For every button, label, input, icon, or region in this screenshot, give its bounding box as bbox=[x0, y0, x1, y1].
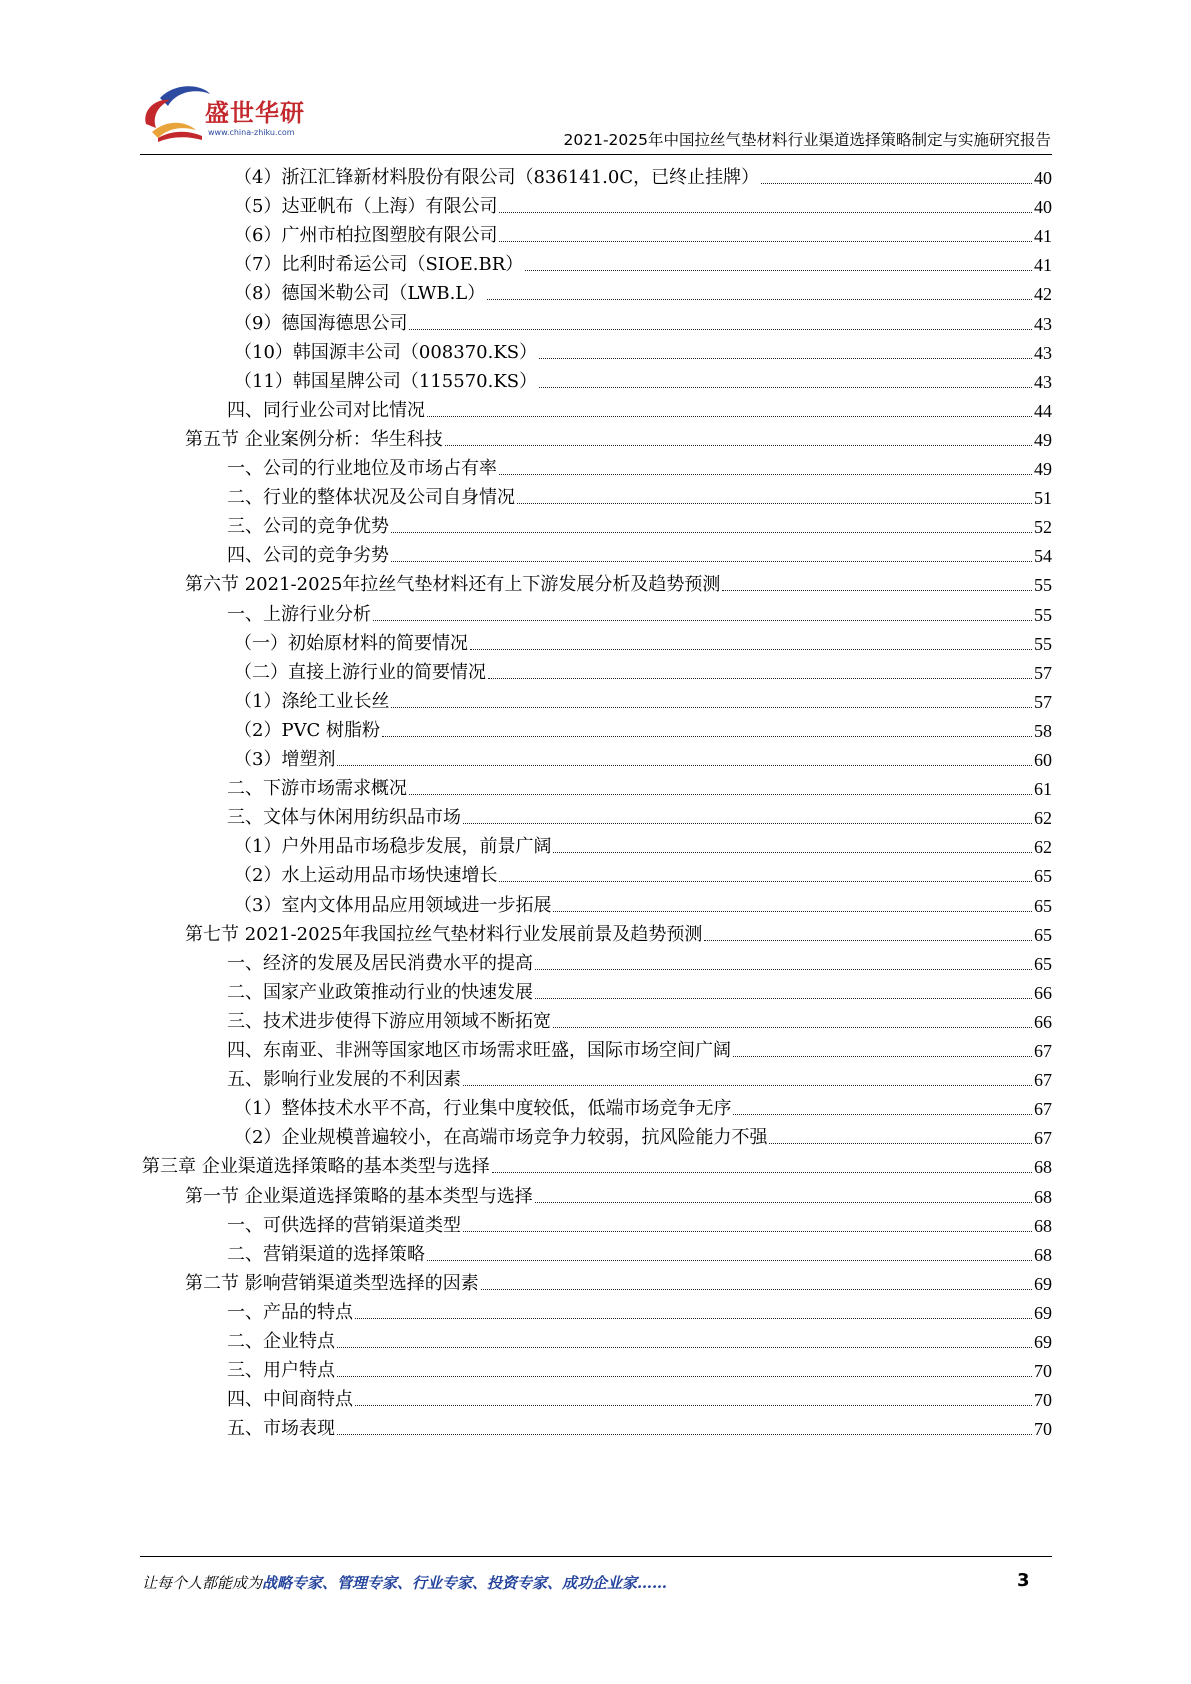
toc-leader-dots bbox=[539, 387, 1032, 388]
toc-entry-page: 66 bbox=[1034, 982, 1052, 1003]
toc-entry-label: 第六节 2021-2025年拉丝气垫材料还有上下游发展分析及趋势预测 bbox=[185, 574, 721, 596]
toc-entry-page: 49 bbox=[1034, 459, 1052, 479]
toc-entry-page: 67 bbox=[1034, 1128, 1052, 1149]
toc-entry-label: 五、市场表现 bbox=[227, 1418, 335, 1440]
toc-leader-dots bbox=[733, 1056, 1032, 1057]
toc-entry-label: 第一节 企业渠道选择策略的基本类型与选择 bbox=[185, 1185, 533, 1207]
toc-entry-label: （5）达亚帆布（上海）有限公司 bbox=[234, 196, 498, 218]
toc-entry-page: 69 bbox=[1034, 1273, 1052, 1294]
toc-entry-page: 52 bbox=[1034, 517, 1052, 538]
footer-slogan-prefix: 让每个人都能成为 bbox=[142, 1574, 263, 1592]
toc-entry[interactable] bbox=[227, 1031, 1052, 1062]
toc-leader-dots bbox=[409, 329, 1032, 330]
toc-entry-label: 一、经济的发展及居民消费水平的提高 bbox=[227, 952, 533, 974]
toc-entry-label: （2）企业规模普遍较小，在高端市场竞争力较弱，抗风险能力不强 bbox=[234, 1127, 768, 1149]
footer-slogan bbox=[142, 1572, 667, 1593]
toc-entry-page: 68 bbox=[1034, 1186, 1052, 1207]
toc-entry-label: （6）广州市柏拉图塑胶有限公司 bbox=[234, 225, 498, 247]
toc-entry-label: 第三章 企业渠道选择策略的基本类型与选择 bbox=[142, 1156, 490, 1178]
toc-entry-page: 57 bbox=[1034, 662, 1052, 683]
toc-entry-page: 55 bbox=[1034, 604, 1052, 625]
toc-entry-label: 四、同行业公司对比情况 bbox=[227, 399, 425, 421]
toc-leader-dots bbox=[553, 1027, 1032, 1028]
toc-entry-label: （1）整体技术水平不高，行业集中度较低，低端市场竞争无序 bbox=[234, 1098, 732, 1120]
toc-entry-page: 68 bbox=[1034, 1157, 1052, 1178]
toc-entry[interactable] bbox=[185, 1264, 1052, 1295]
toc-leader-dots bbox=[487, 299, 1032, 300]
toc-entry-label: 三、公司的竞争优势 bbox=[227, 516, 389, 538]
toc-entry-label: 一、产品的特点 bbox=[227, 1301, 353, 1323]
toc-leader-dots bbox=[499, 881, 1032, 882]
toc-entry-page: 62 bbox=[1034, 837, 1052, 858]
toc-entry[interactable] bbox=[227, 769, 1052, 800]
toc-entry[interactable] bbox=[234, 1118, 1052, 1149]
toc-entry[interactable] bbox=[234, 653, 1052, 684]
toc-entry[interactable] bbox=[227, 1322, 1052, 1353]
toc-leader-dots bbox=[704, 940, 1032, 941]
toc-leader-dots bbox=[427, 416, 1032, 417]
toc-entry-label: 三、用户特点 bbox=[227, 1360, 335, 1382]
toc-entry[interactable] bbox=[234, 856, 1052, 887]
toc-entry-label: （7）比利时希运公司（SIOE.BR） bbox=[234, 254, 524, 276]
toc-entry-label: （2）PVC 树脂粉 bbox=[234, 719, 381, 741]
toc-entry-label: （10）韩国源丰公司（008370.KS） bbox=[234, 341, 538, 363]
toc-entry-page: 42 bbox=[1034, 284, 1052, 305]
toc-entry[interactable] bbox=[227, 1380, 1052, 1411]
toc-entry-page: 70 bbox=[1034, 1361, 1052, 1382]
toc-leader-dots bbox=[463, 1231, 1032, 1232]
toc-entry-page: 43 bbox=[1034, 371, 1052, 392]
toc-entry-label: （11）韩国星牌公司（115570.KS） bbox=[234, 370, 538, 392]
toc-entry-label: （1）涤纶工业长丝 bbox=[234, 690, 390, 712]
toc-entry-page: 67 bbox=[1034, 1041, 1052, 1061]
toc-entry-label: 二、下游市场需求概况 bbox=[227, 778, 407, 800]
toc-entry[interactable] bbox=[227, 1351, 1052, 1382]
toc-entry-page: 55 bbox=[1034, 633, 1052, 654]
toc-entry-label: （4）浙江汇锋新材料股份有限公司（836141.0C，已终止挂牌） bbox=[234, 167, 760, 188]
toc-entry-label: 二、营销渠道的选择策略 bbox=[227, 1243, 425, 1265]
toc-leader-dots bbox=[499, 241, 1032, 242]
toc-entry-page: 58 bbox=[1034, 720, 1052, 741]
toc-entry-label: （一）初始原材料的简要情况 bbox=[234, 632, 468, 654]
toc-leader-dots bbox=[553, 852, 1032, 853]
toc-entry[interactable] bbox=[227, 536, 1052, 567]
toc-leader-dots bbox=[492, 1172, 1032, 1173]
toc-leader-dots bbox=[535, 969, 1032, 970]
toc-leader-dots bbox=[373, 620, 1032, 621]
toc-entry-page: 65 bbox=[1034, 953, 1052, 974]
toc-entry-label: 第二节 影响营销渠道类型选择的因素 bbox=[185, 1272, 479, 1294]
toc-leader-dots bbox=[391, 707, 1032, 708]
toc-entry-label: 二、行业的整体状况及公司自身情况 bbox=[227, 487, 515, 509]
company-website: www.china-zhiku.com bbox=[208, 128, 295, 137]
toc-entry[interactable] bbox=[227, 1293, 1052, 1324]
toc-leader-dots bbox=[445, 445, 1032, 446]
toc-entry-label: 二、企业特点 bbox=[227, 1331, 335, 1352]
toc-leader-dots bbox=[337, 1434, 1032, 1435]
toc-entry-label: 一、上游行业分析 bbox=[227, 603, 371, 625]
toc-entry-page: 51 bbox=[1034, 488, 1052, 509]
toc-entry[interactable] bbox=[142, 1147, 1052, 1178]
toc-entry-page: 40 bbox=[1034, 168, 1052, 188]
toc-leader-dots bbox=[769, 1143, 1032, 1144]
toc-entry-page: 70 bbox=[1034, 1419, 1052, 1440]
page-header bbox=[0, 0, 1191, 160]
toc-entry[interactable] bbox=[227, 1002, 1052, 1033]
toc-leader-dots bbox=[553, 911, 1032, 912]
toc-entry[interactable] bbox=[234, 274, 1052, 305]
toc-entry[interactable] bbox=[234, 624, 1052, 655]
toc-entry[interactable] bbox=[227, 595, 1052, 626]
toc-entry-label: 第七节 2021-2025年我国拉丝气垫材料行业发展前景及趋势预测 bbox=[185, 923, 703, 945]
toc-entry-page: 68 bbox=[1034, 1215, 1052, 1236]
toc-entry[interactable] bbox=[234, 1089, 1052, 1120]
toc-entry-page: 49 bbox=[1034, 429, 1052, 450]
toc-entry-page: 43 bbox=[1034, 313, 1052, 334]
toc-leader-dots bbox=[382, 736, 1032, 737]
toc-entry[interactable] bbox=[227, 507, 1052, 538]
toc-leader-dots bbox=[539, 358, 1032, 359]
toc-entry-page: 44 bbox=[1034, 400, 1052, 421]
header-divider bbox=[140, 154, 1052, 155]
toc-entry-page: 68 bbox=[1034, 1244, 1052, 1265]
document-title: 2021-2025年中国拉丝气垫材料行业渠道选择策略制定与实施研究报告 bbox=[563, 131, 1051, 149]
toc-entry-label: 一、可供选择的营销渠道类型 bbox=[227, 1214, 461, 1236]
toc-entry[interactable] bbox=[234, 886, 1052, 917]
toc-leader-dots bbox=[391, 561, 1032, 562]
toc-leader-dots bbox=[337, 1347, 1032, 1348]
toc-entry-label: 四、东南亚、非洲等国家地区市场需求旺盛，国际市场空间广阔 bbox=[227, 1040, 731, 1061]
toc-entry-label: 四、中间商特点 bbox=[227, 1389, 353, 1411]
toc-leader-dots bbox=[499, 474, 1032, 475]
toc-leader-dots bbox=[499, 212, 1032, 213]
toc-entry-label: 第五节 企业案例分析：华生科技 bbox=[185, 428, 443, 450]
toc-entry-page: 57 bbox=[1034, 691, 1052, 712]
toc-entry[interactable] bbox=[227, 391, 1052, 422]
toc-entry[interactable] bbox=[185, 565, 1052, 596]
toc-entry[interactable] bbox=[227, 973, 1052, 1004]
toc-leader-dots bbox=[337, 765, 1032, 766]
toc-leader-dots bbox=[391, 532, 1032, 533]
toc-leader-dots bbox=[761, 183, 1032, 184]
toc-entry[interactable] bbox=[227, 478, 1052, 509]
toc-leader-dots bbox=[517, 503, 1032, 504]
toc-leader-dots bbox=[463, 1085, 1032, 1086]
toc-entry[interactable] bbox=[227, 1409, 1052, 1440]
toc-leader-dots bbox=[722, 590, 1032, 591]
toc-entry-label: （二）直接上游行业的简要情况 bbox=[234, 661, 486, 683]
toc-leader-dots bbox=[337, 1376, 1032, 1377]
footer-divider bbox=[140, 1556, 1052, 1557]
toc-leader-dots bbox=[525, 270, 1032, 271]
toc-entry-label: （1）户外用品市场稳步发展，前景广阔 bbox=[234, 836, 552, 858]
footer-slogan-highlight: 战略专家、管理专家、行业专家、投资专家、成功企业家…… bbox=[262, 1574, 668, 1592]
toc-leader-dots bbox=[355, 1318, 1032, 1319]
toc-entry[interactable] bbox=[234, 362, 1052, 393]
toc-entry[interactable] bbox=[234, 333, 1052, 364]
toc-entry-page: 40 bbox=[1034, 197, 1052, 218]
toc-leader-dots bbox=[481, 1289, 1032, 1290]
toc-entry-label: 一、公司的行业地位及市场占有率 bbox=[227, 458, 497, 479]
toc-entry-label: （3）增塑剂 bbox=[234, 749, 336, 770]
toc-entry-label: 五、影响行业发展的不利因素 bbox=[227, 1069, 461, 1091]
toc-entry[interactable] bbox=[234, 216, 1052, 247]
toc-leader-dots bbox=[733, 1114, 1032, 1115]
toc-entry-label: 二、国家产业政策推动行业的快速发展 bbox=[227, 981, 533, 1003]
toc-entry[interactable] bbox=[185, 420, 1052, 451]
toc-entry-page: 69 bbox=[1034, 1332, 1052, 1352]
toc-entry-page: 65 bbox=[1034, 866, 1052, 887]
toc-leader-dots bbox=[463, 823, 1032, 824]
toc-entry[interactable] bbox=[234, 827, 1052, 858]
toc-entry[interactable] bbox=[234, 245, 1052, 276]
toc-entry-label: 四、公司的竞争劣势 bbox=[227, 545, 389, 567]
toc-entry[interactable] bbox=[234, 304, 1052, 335]
toc-entry-label: 三、技术进步使得下游应用领域不断拓宽 bbox=[227, 1010, 551, 1032]
toc-entry[interactable] bbox=[185, 1177, 1052, 1208]
toc-leader-dots bbox=[488, 678, 1032, 679]
toc-entry-page: 41 bbox=[1034, 255, 1052, 276]
toc-entry-page: 43 bbox=[1034, 342, 1052, 363]
toc-entry[interactable] bbox=[234, 187, 1052, 218]
toc-entry-label: （9）德国海德思公司 bbox=[234, 312, 408, 334]
toc-entry-label: （8）德国米勒公司（LWB.L） bbox=[234, 283, 486, 305]
toc-entry-label: 三、文体与休闲用纺织品市场 bbox=[227, 807, 461, 829]
toc-entry-page: 65 bbox=[1034, 895, 1052, 916]
toc-leader-dots bbox=[427, 1260, 1032, 1261]
toc-entry[interactable] bbox=[234, 158, 1052, 189]
toc-entry[interactable] bbox=[227, 944, 1052, 975]
toc-entry[interactable] bbox=[227, 1060, 1052, 1091]
toc-entry-page: 70 bbox=[1034, 1390, 1052, 1411]
toc-entry-page: 66 bbox=[1034, 1011, 1052, 1032]
toc-entry[interactable] bbox=[185, 915, 1052, 946]
toc-entry[interactable] bbox=[227, 449, 1052, 480]
toc-entry[interactable] bbox=[227, 1206, 1052, 1237]
toc-leader-dots bbox=[470, 649, 1032, 650]
toc-entry-page: 65 bbox=[1034, 924, 1052, 945]
company-logo-text: 盛世华研 bbox=[205, 99, 305, 127]
toc-leader-dots bbox=[409, 794, 1032, 795]
toc-entry-page: 41 bbox=[1034, 226, 1052, 247]
toc-entry-label: （2）水上运动用品市场快速增长 bbox=[234, 865, 498, 887]
toc-entry-page: 69 bbox=[1034, 1302, 1052, 1323]
toc-entry-page: 55 bbox=[1034, 575, 1052, 596]
toc-entry-page: 67 bbox=[1034, 1070, 1052, 1091]
toc-leader-dots bbox=[535, 1202, 1032, 1203]
toc-entry-page: 67 bbox=[1034, 1099, 1052, 1120]
toc-entry[interactable] bbox=[234, 740, 1052, 771]
toc-entry[interactable] bbox=[227, 1235, 1052, 1266]
toc-entry-page: 54 bbox=[1034, 546, 1052, 567]
toc-leader-dots bbox=[535, 998, 1032, 999]
toc-entry[interactable] bbox=[234, 711, 1052, 742]
toc-leader-dots bbox=[355, 1405, 1032, 1406]
toc-entry-page: 61 bbox=[1034, 779, 1052, 800]
toc-entry-label: （3）室内文体用品应用领域进一步拓展 bbox=[234, 894, 552, 916]
toc-entry[interactable] bbox=[227, 798, 1052, 829]
page-number: 3 bbox=[1017, 1570, 1030, 1591]
toc-entry[interactable] bbox=[234, 682, 1052, 713]
toc-entry-page: 62 bbox=[1034, 808, 1052, 829]
toc-entry-page: 60 bbox=[1034, 750, 1052, 770]
